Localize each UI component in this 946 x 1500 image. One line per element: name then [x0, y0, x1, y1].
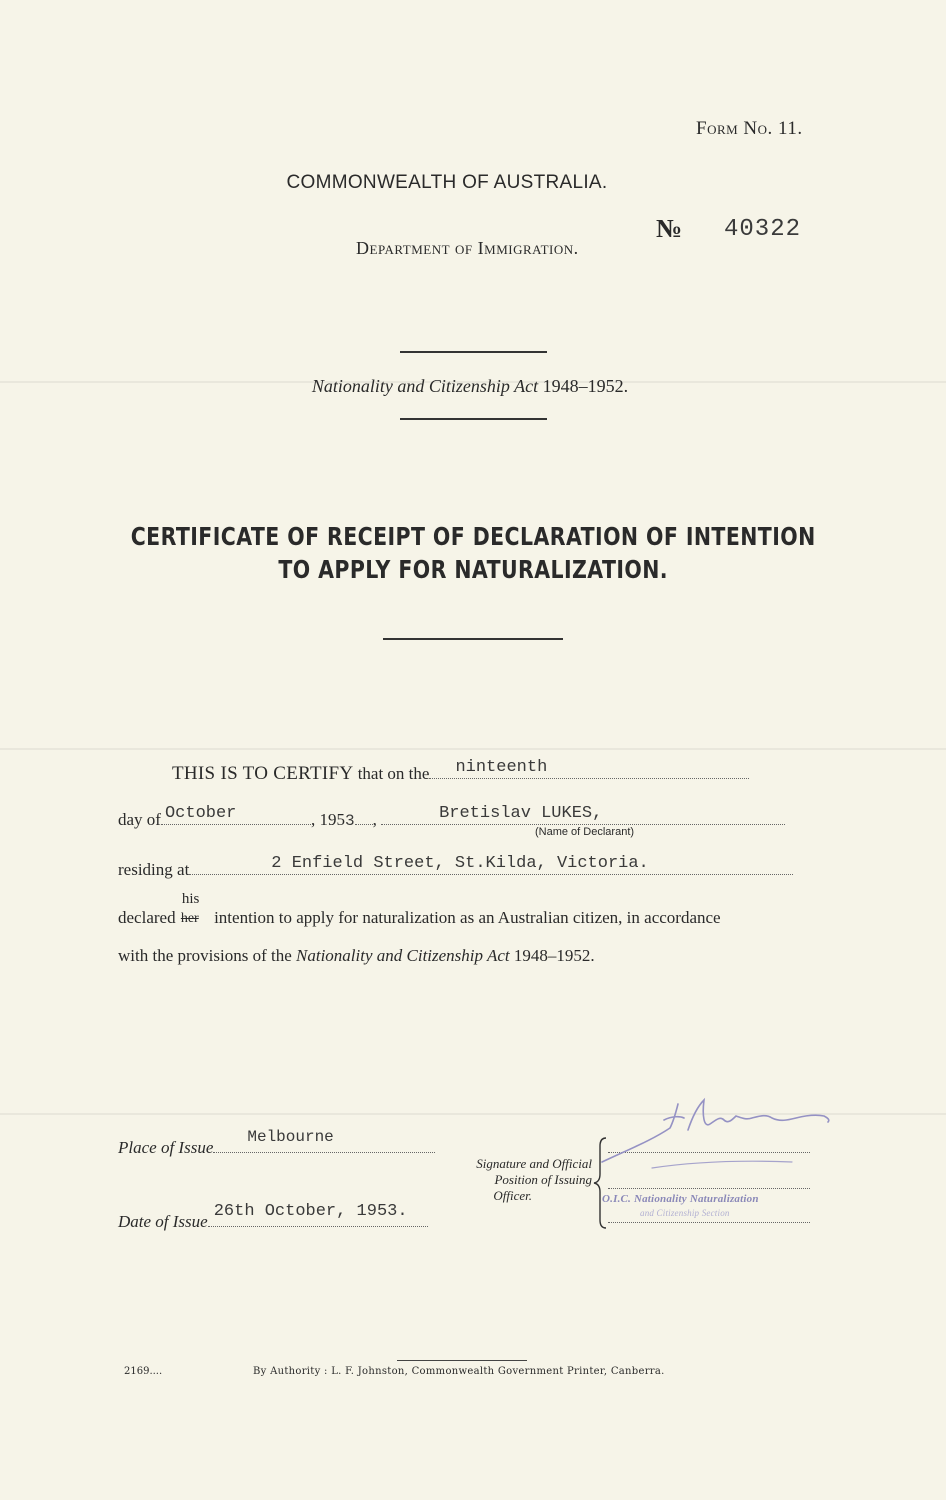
handwritten-signature [592, 1090, 842, 1180]
print-code: 2169.... [124, 1366, 163, 1377]
date-of-issue-line [118, 1202, 428, 1232]
divider-rule-3 [383, 638, 563, 640]
date-label: Date of Issue [118, 1212, 208, 1231]
signature-caption-1: Signature and Official [476, 1156, 592, 1171]
place-of-issue-line [118, 1128, 435, 1158]
certificate-number: 40322 [724, 216, 802, 243]
certificate-number-prefix: № [656, 214, 683, 243]
divider-rule-2 [400, 418, 547, 420]
provisions-text: with the provisions of the [118, 946, 292, 965]
residing-at-text: residing at [118, 860, 190, 879]
certify-line [172, 760, 814, 785]
declarant-value: Bretislav LUKES, [439, 804, 603, 823]
certify-lead: THIS IS TO CERTIFY [172, 763, 354, 784]
day-of-text: day of [118, 810, 161, 829]
footer-rule [397, 1360, 527, 1361]
signature-caption-3: Officer. [493, 1188, 532, 1203]
year-prefix: , 195 [310, 810, 345, 829]
place-label: Place of Issue [118, 1138, 214, 1157]
month-value: October [164, 804, 237, 823]
month-field [161, 806, 311, 825]
address-value: 2 Enfield Street, St.Kilda, Victoria. [271, 854, 649, 873]
date-field [208, 1202, 428, 1227]
year-dots [355, 824, 373, 825]
act-years: 1948–1952. [542, 376, 629, 396]
date-value: 26th October, 1953. [213, 1202, 408, 1221]
residing-line [118, 856, 818, 880]
department-heading: Department of Immigration. [356, 238, 579, 258]
day-value: ninteenth [455, 758, 548, 777]
fold-line-middle [0, 748, 946, 750]
day-field [429, 760, 749, 779]
declared-text: declared [118, 908, 176, 927]
form-number: Form No. 11. [696, 118, 803, 139]
country-heading: COMMONWEALTH OF AUSTRALIA. [286, 172, 608, 193]
act-name: Nationality and Citizenship Act [311, 376, 539, 396]
official-stamp-line-1: O.I.C. Nationality Naturalization [602, 1193, 759, 1205]
year-value: 3 [344, 812, 355, 830]
provisions-act-years: 1948–1952. [513, 946, 595, 965]
intention-text: intention to apply for naturalization as an Australian citizen, in accordance [214, 908, 721, 927]
provisions-act-name: Nationality and Citizenship Act [296, 946, 510, 965]
declarant-field [381, 806, 785, 825]
signature-caption [440, 1156, 592, 1204]
provisions-line [118, 946, 595, 966]
that-on-the-text: that on the [357, 764, 430, 783]
certificate-title [85, 520, 861, 586]
address-field [189, 856, 793, 875]
signature-caption-2: Position of Issuing [494, 1172, 592, 1187]
pronoun-his: his [181, 891, 200, 907]
act-reference [0, 376, 946, 397]
pronoun-choice [180, 891, 210, 926]
declarant-caption: (Name of Declarant) [535, 826, 635, 838]
place-field [213, 1128, 435, 1153]
pronoun-her: her [180, 911, 199, 926]
divider-rule-1 [400, 351, 547, 353]
signature-line-3 [608, 1222, 810, 1223]
printer-authority: By Authority : L. F. Johnston, Commonwealth Government Printer, Canberra. [253, 1366, 665, 1377]
official-stamp-line-2: and Citizenship Section [640, 1208, 730, 1218]
signature-line-2 [608, 1188, 810, 1189]
place-value: Melbourne [247, 1128, 334, 1146]
title-line-2: TO APPLY FOR NATURALIZATION. [278, 555, 669, 584]
title-line-1: CERTIFICATE OF RECEIPT OF DECLARATION OF INTENTION [130, 522, 816, 551]
declared-line [118, 891, 828, 928]
day-of-line: day of October , 1953 , Bretislav LUKES, [118, 806, 818, 830]
